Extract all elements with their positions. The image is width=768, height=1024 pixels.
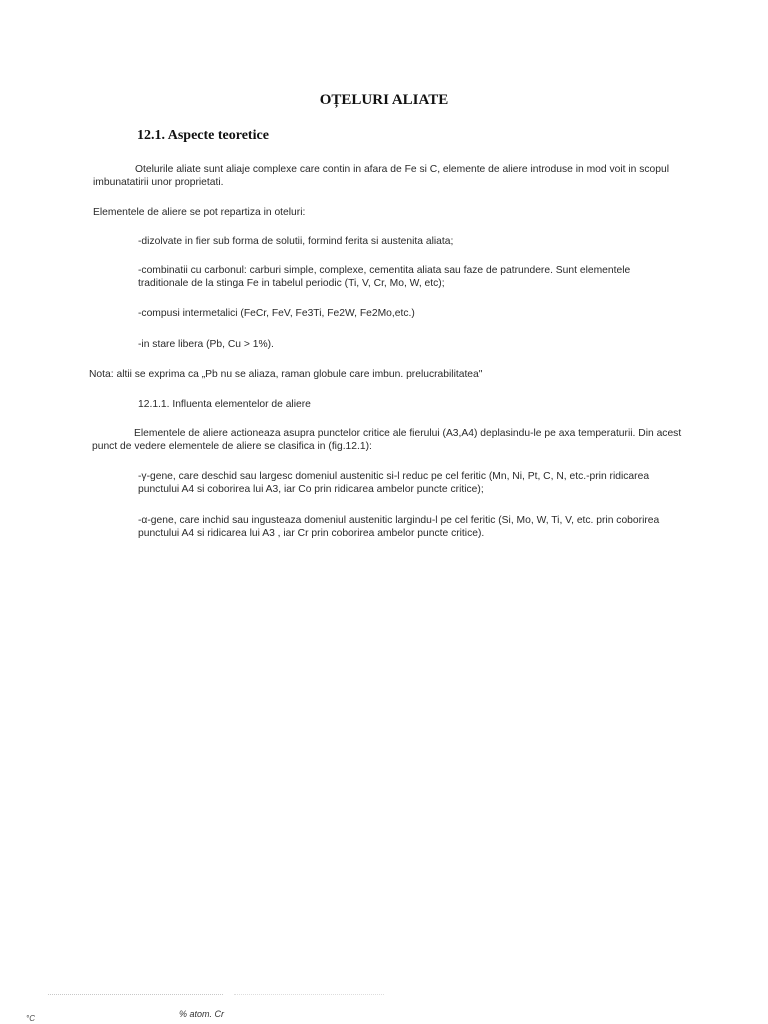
influence-paragraph: Elementele de aliere actioneaza asupra punctelor critice ale fierului (A3,A4) deplasindu-le pe axa temperaturii. Din acest punct de vedere elementele de aliere se clasifica in (fig.12.1): xyxy=(92,428,682,452)
figure-top-rule-secondary xyxy=(234,994,384,995)
page-title: OȚELURI ALIATE xyxy=(319,92,449,108)
subsection-heading: 12.1.1. Influenta elementelor de aliere xyxy=(138,399,311,410)
list-item: -combinatii cu carbonul: carburi simple, complexe, cementita aliata sau faze de patrundere. Sunt elementele traditionale de la stinga Fe in tabelul periodic (Ti, V, Cr, Mo, W, etc); xyxy=(138,265,631,289)
note-paragraph: Nota: altii se exprima ca „Pb nu se aliaza, raman globule care imbun. prelucrabilitatea" xyxy=(89,369,483,380)
section-heading: 12.1. Aspecte teoretice xyxy=(137,128,269,143)
alpha-gene-item: -α-gene, care inchid sau ingusteaza domeniul austenitic largindu-l pe cel feritic (Si, Mo, W, Ti, V, etc. prin coborirea punctului A4 si ridicarea lui A3 , iar Cr prin coborirea ambelor puncte critice). xyxy=(138,515,660,539)
list-item: -compusi intermetalici (FeCr, FeV, Fe3Ti, Fe2W, Fe2Mo,etc.) xyxy=(138,308,415,319)
list-item: -in stare libera (Pb, Cu > 1%). xyxy=(138,339,274,350)
figure-y-unit: °C xyxy=(26,1014,35,1023)
list-item: -dizolvate in fier sub forma de solutii, formind ferita si austenita aliata; xyxy=(138,236,454,247)
gamma-gene-item: -γ-gene, care deschid sau largesc domeniul austenitic si-l reduc pe cel feritic (Mn, Ni, Pt, C, N, etc.-prin ridicarea punctului A4 si coborirea lui A3, iar Co prin ridicarea ambelor puncte critice); xyxy=(138,471,650,495)
intro-paragraph: Otelurile aliate sunt aliaje complexe care contin in afara de Fe si C, elemente de aliere introduse in mod voit in scopul imbunatatirii unor proprietati. xyxy=(93,164,670,188)
repartition-paragraph: Elementele de aliere se pot repartiza in oteluri: xyxy=(93,207,306,218)
figure-top-rule xyxy=(48,994,223,995)
figure-x-label: % atom. Cr xyxy=(179,1009,225,1019)
